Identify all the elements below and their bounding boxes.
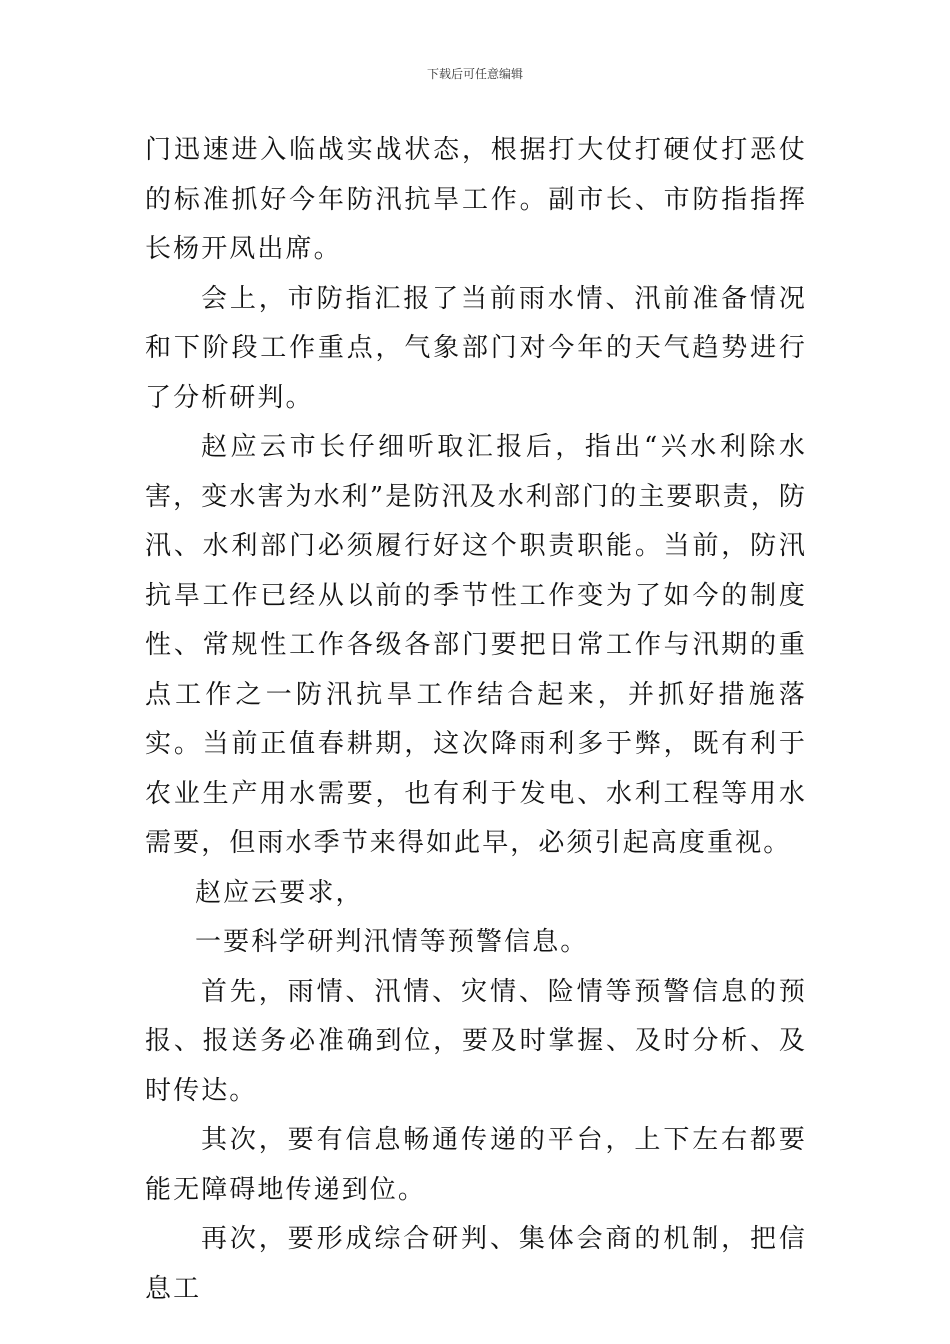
paragraph-first-point: 首先，雨情、汛情、灾情、险情等预警信息的预报、报送务必准确到位，要及时掌握、及时分析、及时传达。 [145, 976, 807, 1106]
paragraph-third-point: 再次，要形成综合研判、集体会商的机制，把信息工 [145, 1224, 807, 1304]
document-body [145, 126, 807, 1314]
paragraph-meeting-report: 会上，市防指汇报了当前雨水情、汛前准备情况和下阶段工作重点，气象部门对今年的天气趋势进行了分析研判。 [145, 283, 807, 413]
paragraph-second-point: 其次，要有信息畅通传递的平台，上下左右都要能无障碍地传递到位。 [145, 1125, 807, 1205]
paragraph-requirement-one: 一要科学研判汛情等预警信息。 [195, 927, 589, 957]
paragraph-requirements-intro: 赵应云要求， [195, 877, 364, 908]
paragraph-mayor-remarks: 赵应云市长仔细听取汇报后，指出“兴水利除水害，变水害为水利”是防汛及水利部门的主要职责，防汛、水利部门必须履行好这个职责职能。当前，防汛抗旱工作已经从以前的季节性工作变为了如今的制度性、常规性工作各级各部门要把日常工作与汛期的重点工作之一防汛抗旱工作结合起来，并抓好措施落实。当前正值春耕期，这次降雨利多于弊，既有利于农业生产用水需要，也有利于发电、水利工程等用水需要，但雨水季节来得如此早，必须引起高度重视。 [145, 432, 807, 858]
page-header-note: 下载后可任意编辑 [426, 67, 523, 81]
paragraph-continuation: 门迅速进入临战实战状态，根据打大仗打硬仗打恶仗的标准抓好今年防汛抗旱工作。副市长、市防指指挥长杨开凤出席。 [145, 135, 807, 264]
